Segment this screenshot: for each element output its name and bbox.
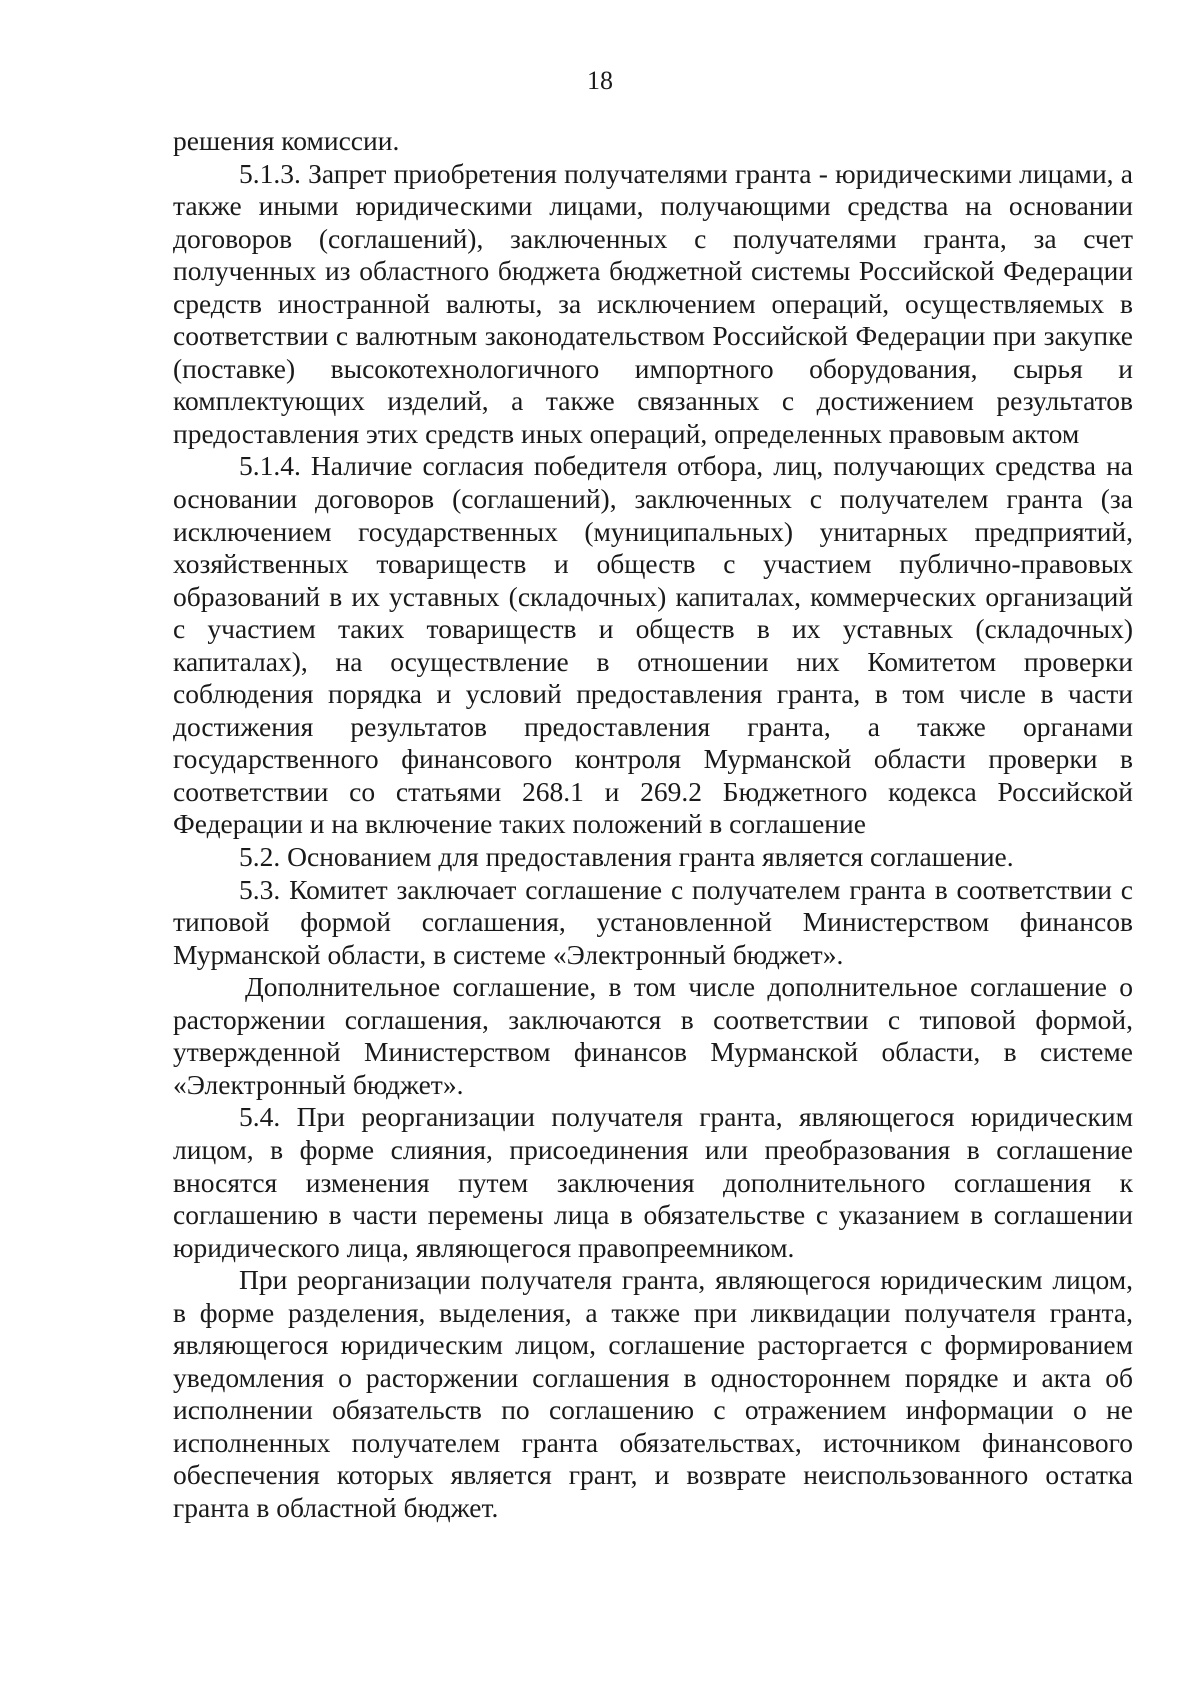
paragraph-continuation: решения комиссии. bbox=[173, 125, 400, 156]
paragraph-additional-agreement: Дополнительное соглашение, в том числе дополнительное соглашение о расторжении соглашения, заключаются в соответствии с типовой формой, утвержденной Министерством финансов Мурманской области, в системе «Электронный бюджет». bbox=[173, 971, 1133, 1100]
paragraph-5-2: 5.2. Основанием для предоставления гранта является соглашение. bbox=[239, 841, 1014, 873]
paragraph-reorganization: При реорганизации получателя гранта, являющегося юридическим лицом, в форме разделения, выделения, а также при ликвидации получателя гранта, являющегося юридическим лицом, соглашение расторгается с формированием уведомления о расторжении соглашения в одностороннем порядке и акта об исполнении обязательств по соглашению с отражением информации о не исполненных получателем гранта обязательствах, источником финансового обеспечения которых является грант, и возврате неиспользованного остатка гранта в областной бюджет. bbox=[173, 1264, 1133, 1523]
paragraph-5-1-4: 5.1.4. Наличие согласия победителя отбора, лиц, получающих средства на основании договоров (соглашений), заключенных с получателем гранта (за исключением государственных (муниципальных) унитарных предприятий, хозяйственных товариществ и обществ с участием публично-правовых образований в их уставных (складочных) капиталах, коммерческих организаций с участием таких товариществ и обществ в их уставных (складочных) капиталах), на осуществление в отношении них Комитетом проверки соблюдения порядка и условий предоставления гранта, в том числе в части достижения результатов предоставления гранта, а также органами государственного финансового контроля Мурманской области проверки в соответствии со статьями 268.1 и 269.2 Бюджетного кодекса Российской Федерации и на включение таких положений в соглашение bbox=[173, 450, 1133, 840]
page-number: 18 bbox=[587, 66, 613, 95]
paragraph-5-4: 5.4. При реорганизации получателя гранта, являющегося юридическим лицом, в форме слияния, присоединения или преобразования в соглашение вносятся изменения путем заключения дополнительного соглашения к соглашению в части перемены лица в обязательстве с указанием в соглашении юридического лица, являющегося правопреемником. bbox=[173, 1101, 1133, 1263]
document-body bbox=[173, 125, 1133, 1525]
paragraph-5-3: 5.3. Комитет заключает соглашение с получателем гранта в соответствии с типовой формой соглашения, установленной Министерством финансов Мурманской области, в системе «Электронный бюджет». bbox=[173, 873, 1133, 970]
paragraph-5-1-3: 5.1.3. Запрет приобретения получателями гранта - юридическими лицами, а также иными юридическими лицами, получающими средства на основании договоров (соглашений), заключенных с получателями гранта, за счет полученных из областного бюджета бюджетной системы Российской Федерации средств иностранной валюты, за исключением операций, осуществляемых в соответствии с валютным законодательством Российской Федерации при закупке (поставке) высокотехнологичного импортного оборудования, сырья и комплектующих изделий, а также связанных с достижением результатов предоставления этих средств иных операций, определенных правовым актом bbox=[173, 157, 1133, 449]
